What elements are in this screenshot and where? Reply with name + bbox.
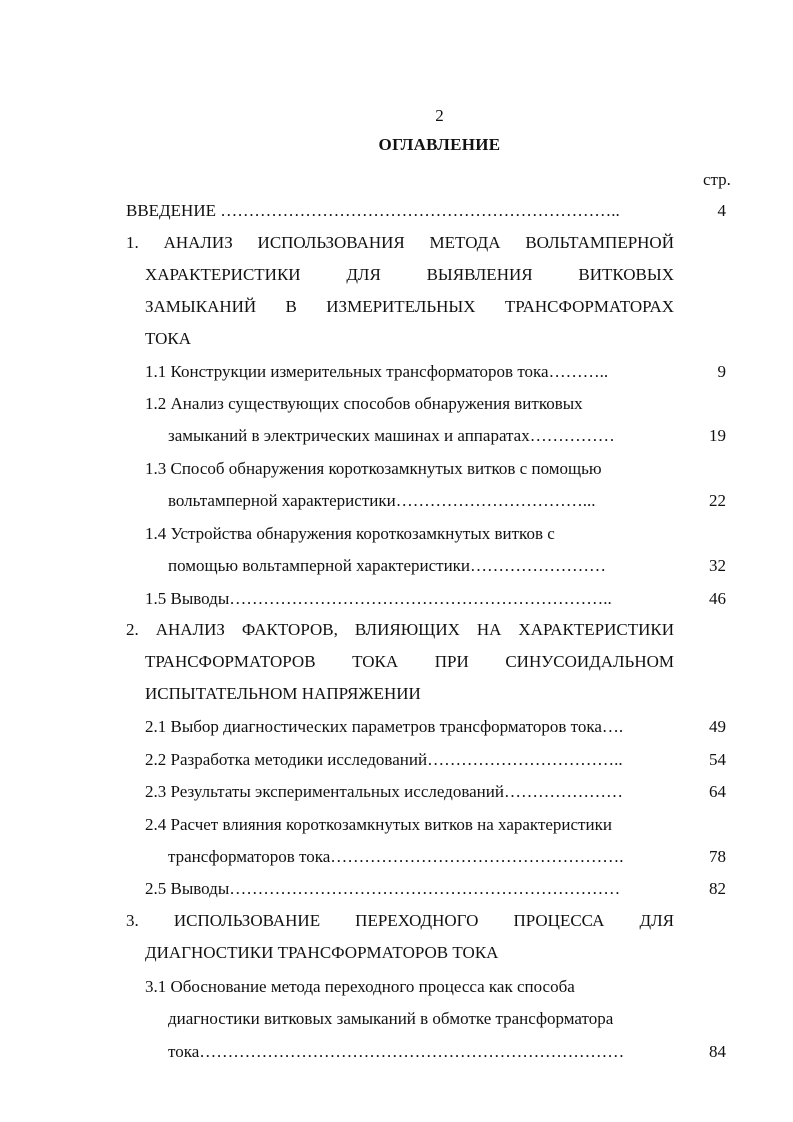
- toc-chapter-2-line-2[interactable]: ТРАНСФОРМАТОРОВ ТОКА ПРИ СИНУСОИДАЛЬНОМ: [145, 652, 674, 671]
- toc-page-2-1: 49: [709, 717, 726, 736]
- toc-entry-2-3[interactable]: 2.3 Результаты экспериментальных исследований…………………: [145, 782, 623, 801]
- toc-entry-3-1-line-1[interactable]: 3.1 Обоснование метода переходного процесса как способа: [145, 977, 575, 996]
- toc-entry-2-2[interactable]: 2.2 Разработка методики исследований……………………………..: [145, 750, 623, 769]
- page-column-label: стр.: [703, 170, 731, 189]
- toc-chapter-2-line-3[interactable]: ИСПЫТАТЕЛЬНОМ НАПРЯЖЕНИИ: [145, 684, 421, 703]
- toc-chapter-1-line-4[interactable]: ТОКА: [145, 329, 192, 348]
- toc-entry-1-3-line-1[interactable]: 1.3 Способ обнаружения короткозамкнутых витков с помощью: [145, 459, 602, 478]
- toc-page-1-3: 22: [709, 491, 726, 510]
- toc-entry-2-4-line-2[interactable]: трансформаторов тока…………………………………………….: [168, 847, 624, 866]
- toc-entry-2-4-line-1[interactable]: 2.4 Расчет влияния короткозамкнутых витков на характеристики: [145, 815, 612, 834]
- toc-entry-1-4-line-1[interactable]: 1.4 Устройства обнаружения короткозамкнутых витков с: [145, 524, 555, 543]
- toc-entry-3-1-line-3[interactable]: тока…………………………………………………………………: [168, 1042, 625, 1061]
- toc-page-1-1: 9: [717, 362, 726, 381]
- toc-chapter-1-line-1[interactable]: 1. АНАЛИЗ ИСПОЛЬЗОВАНИЯ МЕТОДА ВОЛЬТАМПЕРНОЙ: [126, 233, 674, 252]
- toc-entry-1-1[interactable]: 1.1 Конструкции измерительных трансформаторов тока………..: [145, 362, 609, 381]
- toc-page-intro: 4: [717, 201, 726, 220]
- toc-chapter-3-line-1[interactable]: 3. ИСПОЛЬЗОВАНИЕ ПЕРЕХОДНОГО ПРОЦЕССА ДЛЯ: [126, 911, 674, 930]
- toc-title: ОГЛАВЛЕНИЕ: [378, 135, 501, 154]
- toc-entry-1-2-line-2[interactable]: замыканий в электрических машинах и аппаратах……………: [168, 426, 615, 445]
- toc-page-2-2: 54: [709, 750, 726, 769]
- toc-page-2-4: 78: [709, 847, 726, 866]
- toc-chapter-3-line-2[interactable]: ДИАГНОСТИКИ ТРАНСФОРМАТОРОВ ТОКА: [145, 943, 499, 962]
- toc-chapter-1-line-3[interactable]: ЗАМЫКАНИЙ В ИЗМЕРИТЕЛЬНЫХ ТРАНСФОРМАТОРАХ: [145, 297, 674, 316]
- toc-page-2-5: 82: [709, 879, 726, 898]
- toc-entry-1-2-line-1[interactable]: 1.2 Анализ существующих способов обнаружения витковых: [145, 394, 583, 413]
- toc-entry-3-1-line-2[interactable]: диагностики витковых замыканий в обмотке трансформатора: [168, 1009, 614, 1028]
- toc-page-1-4: 32: [709, 556, 726, 575]
- toc-chapter-2-line-1[interactable]: 2. АНАЛИЗ ФАКТОРОВ, ВЛИЯЮЩИХ НА ХАРАКТЕРИСТИКИ: [126, 620, 674, 639]
- toc-page-2-3: 64: [709, 782, 726, 801]
- toc-page-1-5: 46: [709, 589, 726, 608]
- toc-entry-2-1[interactable]: 2.1 Выбор диагностических параметров трансформаторов тока….: [145, 717, 624, 736]
- toc-entry-intro[interactable]: ВВЕДЕНИЕ ……………………………………………………………..: [126, 201, 620, 220]
- toc-entry-2-5[interactable]: 2.5 Выводы……………………………………………………………: [145, 879, 621, 898]
- toc-page-1-2: 19: [709, 426, 726, 445]
- toc-entry-1-5[interactable]: 1.5 Выводы…………………………………………………………..: [145, 589, 612, 608]
- toc-entry-1-3-line-2[interactable]: вольтамперной характеристики……………………………...: [168, 491, 596, 510]
- toc-chapter-1-line-2[interactable]: ХАРАКТЕРИСТИКИ ДЛЯ ВЫЯВЛЕНИЯ ВИТКОВЫХ: [145, 265, 674, 284]
- toc-entry-1-4-line-2[interactable]: помощью вольтамперной характеристики……………………: [168, 556, 607, 575]
- toc-page-3-1: 84: [709, 1042, 726, 1061]
- page-number: 2: [435, 106, 444, 125]
